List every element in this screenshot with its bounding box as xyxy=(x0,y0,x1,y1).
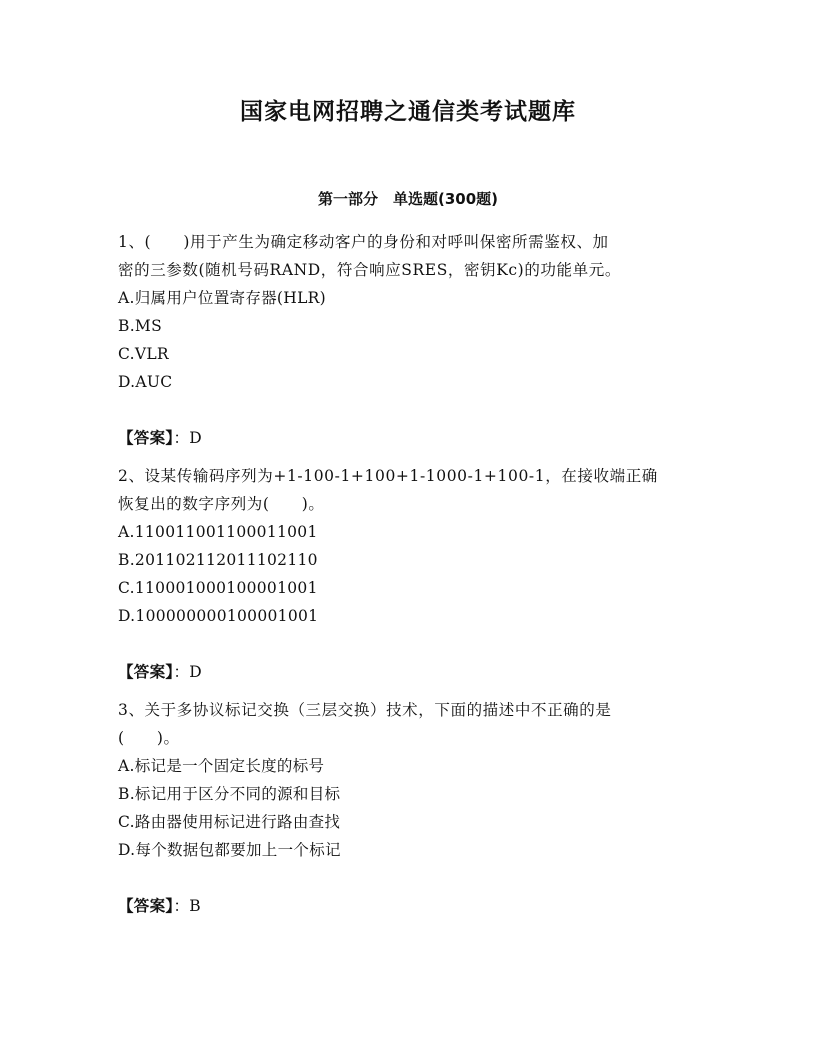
question-2-option-d: D.100000000100001001 xyxy=(118,607,319,625)
question-1-option-d: D.AUC xyxy=(118,373,173,391)
question-1-option-c: C.VLR xyxy=(118,345,169,363)
answer-separator: ： xyxy=(173,429,190,447)
question-1-stem-line1: 1、( )用于产生为确定移动客户的身份和对呼叫保密所需鉴权、加 xyxy=(118,233,609,251)
question-3-stem-line2: ( )。 xyxy=(118,729,180,747)
question-1-option-b: B.MS xyxy=(118,317,163,335)
question-2-stem-line1: 2、设某传输码序列为+1-100-1+100+1-1000-1+100-1，在接收端正确 xyxy=(118,467,658,485)
page-title: 国家电网招聘之通信类考试题库 xyxy=(240,99,576,125)
answer-label: 【答案】 xyxy=(118,429,174,447)
answer-value: D xyxy=(189,429,202,447)
question-2-option-a: A.110011001100011001 xyxy=(118,523,318,541)
answer-label: 【答案】 xyxy=(118,897,174,915)
question-3-option-d: D.每个数据包都要加上一个标记 xyxy=(118,841,341,859)
question-1 xyxy=(118,228,698,462)
question-1-answer xyxy=(118,424,698,452)
question-2-answer xyxy=(118,658,698,686)
answer-separator: ： xyxy=(173,897,190,915)
question-2-option-b: B.201102112011102110 xyxy=(118,551,318,569)
answer-separator: ： xyxy=(173,663,190,681)
question-list xyxy=(118,228,698,920)
section-heading: 第一部分 单选题(300题) xyxy=(317,190,499,208)
answer-label: 【答案】 xyxy=(118,663,174,681)
question-2-stem-line2: 恢复出的数字序列为( )。 xyxy=(118,495,325,513)
question-1-option-a: A.归属用户位置寄存器(HLR) xyxy=(118,289,326,307)
question-1-stem-line2: 密的三参数(随机号码RAND，符合响应SRES，密钥Kc)的功能单元。 xyxy=(118,261,621,279)
question-3-option-c: C.路由器使用标记进行路由查找 xyxy=(118,813,341,831)
answer-value: B xyxy=(189,897,201,915)
answer-value: D xyxy=(189,663,202,681)
question-2-option-c: C.110001000100001001 xyxy=(118,579,318,597)
question-2 xyxy=(118,462,698,696)
question-3-stem-line1: 3、关于多协议标记交换（三层交换）技术，下面的描述中不正确的是 xyxy=(118,701,612,719)
question-3-option-a: A.标记是一个固定长度的标号 xyxy=(118,757,325,775)
question-3-option-b: B.标记用于区分不同的源和目标 xyxy=(118,785,341,803)
question-3-answer xyxy=(118,892,698,920)
question-3 xyxy=(118,696,698,920)
